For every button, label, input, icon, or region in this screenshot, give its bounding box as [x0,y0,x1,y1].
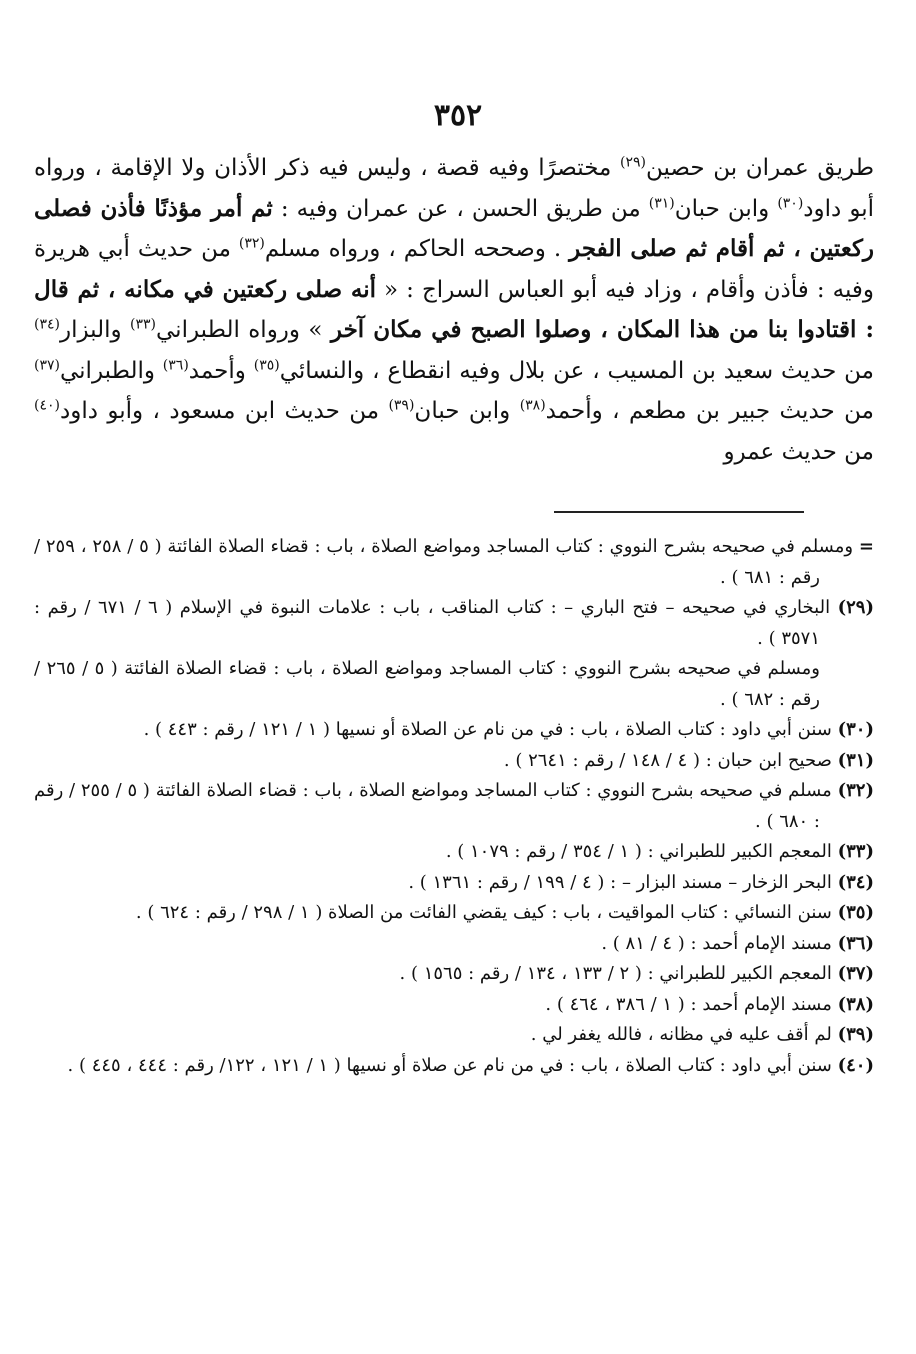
footnote-number: (٣٨) [837,993,874,1015]
footnote-item [34,929,874,960]
footnote-number: (٣٥) [837,902,874,923]
text-segment: والبزار [59,317,131,343]
footnote-item [34,593,874,654]
footnote-divider [554,511,804,513]
footnote-text: لم أقف عليه في مظانه ، فالله يغفر لي . [530,1024,832,1045]
text-segment: من حديث أبي هريرة وفيه : فأذن وأقام ، وزاد فيه أبو العباس السراج : « [34,236,874,303]
footnote-item [34,959,874,990]
footnote-text: ومسلم في صحيحه بشرح النووي : كتاب المساجد ومواضع الصلاة ، باب : قضاء الصلاة الفائتة ( ٥ / ٢٥٨ ، ٢٥٩ / رقم : ٦٨١ ) . [34,536,854,588]
text-segment: من حديث سعيد بن المسيب ، عن بلال وفيه انقطاع ، والنسائي [279,357,874,384]
footnote-reference: (٣٨) [519,397,546,414]
footnote-item [34,868,874,899]
footnote-reference: (٣٢) [238,235,265,252]
bold-quote: أنه صلى ركعتين في مكانه ، ثم قال : اقتادوا بنا من هذا المكان ، وصلوا الصبح في مكان آخر [34,275,874,343]
footnote-number: (٣١) [837,749,874,771]
footnote-item [34,1020,874,1051]
footnote-number: = [858,536,874,557]
footnote-item [34,654,874,715]
footnote-number: (٣٣) [837,841,874,862]
footnote-text: صحيح ابن حبان : ( ٤ / ١٤٨ / رقم : ٢٦٤١ ) . [503,749,832,771]
text-segment: طريق عمران بن حصين [645,155,874,181]
text-segment: . وصححه الحاكم ، ورواه مسلم [264,236,570,262]
text-segment: من طريق الحسن ، عن عمران وفيه : [272,195,649,222]
footnote-text: البخاري في صحيحه – فتح الباري – : كتاب المناقب ، باب : علامات النبوة في الإسلام ( ٦ / ٦٧١ / رقم : ٣٥٧١ ) . [34,597,831,649]
footnote-reference: (٣٦) [162,356,189,373]
text-segment: من حديث جبير بن مطعم ، وأحمد [545,398,874,424]
main-paragraph [34,148,874,472]
footnote-text: مسلم في صحيحه بشرح النووي : كتاب المساجد ومواضع الصلاة ، باب : قضاء الصلاة الفائتة ( ٥ / ٢٥٥ / رقم : ٦٨٠ ) . [34,780,832,832]
text-segment: وابن حبان [414,398,520,424]
footnote-reference: (٣٣) [130,316,156,333]
text-segment: والطبراني [59,357,163,384]
footnote-number: (٣٧) [837,963,874,984]
footnote-reference: (٣٩) [388,397,415,414]
footnote-item [34,746,874,777]
footnote-text: مسند الإمام أحمد : ( ٤ / ٨١ ) . [601,932,832,954]
footnote-reference: (٣٧) [34,356,60,373]
footnote-text: سنن النسائي : كتاب المواقيت ، باب : كيف يقضي الفائت من الصلاة ( ١ / ٢٩٨ / رقم : ٦٢٤ ) . [135,902,832,923]
footnotes-section [34,532,874,1081]
text-segment: وأحمد [188,357,254,384]
footnote-reference: (٣٥) [253,356,280,373]
bold-quote: ثم أمر مؤذنًا فأذن فصلى ركعتين ، ثم أقام ثم صلى الفجر [34,194,874,262]
footnote-number: (٣٩) [837,1024,874,1045]
text-segment: » ورواه الطبراني [156,317,331,343]
footnote-item [34,776,874,837]
footnote-text: سنن أبي داود : كتاب الصلاة ، باب : في من نام عن صلاة أو نسيها ( ١ / ١٢١ ، ١٢٢/ رقم : ٤٤٤ ، ٤٤٥ ) . [67,1054,832,1076]
footnote-reference: (٤٠) [34,397,60,414]
page-number: ٣٥٢ [433,98,483,133]
footnote-item [34,837,874,868]
text-segment: مختصرًا وفيه قصة ، وليس فيه ذكر الأذان ولا الإقامة ، ورواه أبو داود [34,155,875,222]
footnote-number: (٣٢) [837,780,874,801]
footnote-item [34,990,874,1021]
text-segment: من حديث عمرو [723,438,874,465]
footnote-item [34,898,874,929]
footnote-reference: (٣٤) [34,316,60,333]
text-segment: وابن حبان [674,195,778,222]
footnote-number: (٢٩) [837,597,874,618]
footnote-text: المعجم الكبير للطبراني : ( ٢ / ١٣٣ ، ١٣٤ / رقم : ١٥٦٥ ) . [399,963,832,984]
footnote-reference: (٢٩) [620,154,646,171]
footnote-text: المعجم الكبير للطبراني : ( ١ / ٣٥٤ / رقم : ١٠٧٩ ) . [445,841,832,862]
footnote-reference: (٣١) [648,194,675,211]
footnote-item [34,532,874,593]
footnote-number: (٣٤) [837,871,874,893]
footnote-reference: (٣٠) [777,194,804,211]
footnote-text: البحر الزخار – مسند البزار – : ( ٤ / ١٩٩ / رقم : ١٣٦١ ) . [408,871,832,893]
footnote-text: سنن أبي داود : كتاب الصلاة ، باب : في من نام عن الصلاة أو نسيها ( ١ / ١٢١ / رقم : ٤٤٣ ) . [143,719,832,740]
text-segment: من حديث ابن مسعود ، وأبو داود [59,398,389,424]
footnote-item [34,1051,874,1082]
footnote-text: مسند الإمام أحمد : ( ١ / ٣٨٦ ، ٤٦٤ ) . [545,993,832,1015]
footnote-number: (٤٠) [837,1054,874,1076]
footnote-item [34,715,874,746]
footnote-text: ومسلم في صحيحه بشرح النووي : كتاب المساجد ومواضع الصلاة ، باب : قضاء الصلاة الفائتة ( ٥ / ٢٦٥ / رقم : ٦٨٢ ) . [34,658,820,710]
footnote-number: (٣٠) [837,719,874,740]
footnote-number: (٣٦) [837,932,874,954]
